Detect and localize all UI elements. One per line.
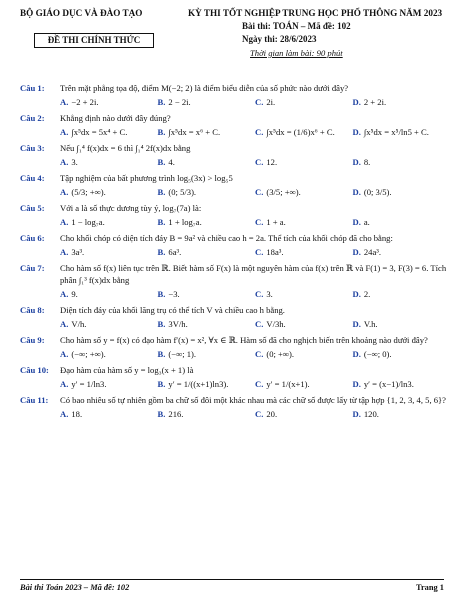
option-letter: D. [352, 127, 361, 137]
answer-option [255, 378, 353, 390]
answer-option [158, 408, 256, 420]
option-letter: A. [60, 289, 69, 299]
answer-option [255, 126, 353, 138]
option-letter: C. [255, 127, 264, 137]
question-label: Câu 10: [20, 365, 49, 375]
option-text: 2 − 2i. [168, 97, 191, 107]
option-text: (5/3; +∞). [71, 187, 106, 197]
question-body [60, 82, 450, 108]
option-text: 120. [363, 409, 379, 419]
option-text: (0; +∞). [266, 349, 295, 359]
answer-option [353, 318, 451, 330]
option-text: 2 + 2i. [363, 97, 387, 107]
question-body [60, 364, 450, 390]
option-text: 216. [168, 409, 184, 419]
question-text: Với a là số thực dương tùy ý, log₇(7a) là: [60, 203, 202, 213]
question-11 [20, 394, 450, 420]
option-text: V/3h. [266, 319, 286, 329]
question-body [60, 334, 450, 360]
option-letter: D. [352, 97, 361, 107]
question-body [60, 262, 450, 300]
answer-option [158, 288, 256, 300]
question-label: Câu 6: [20, 233, 45, 243]
question-list [20, 82, 450, 424]
answer-option [353, 408, 451, 420]
option-letter: C. [255, 319, 264, 329]
question-body [60, 202, 450, 228]
option-letter: C. [255, 217, 264, 227]
question-text: Nếu ∫₁⁴ f(x)dx = 6 thì ∫₁⁴ 2f(x)dx bằng [60, 143, 191, 153]
option-letter: A. [60, 97, 69, 107]
option-text: (−∞; 0). [363, 349, 392, 359]
option-letter: B. [157, 97, 166, 107]
footer-exam-code: Bài thi Toán 2023 – Mã đề: 102 [20, 583, 130, 592]
answer-option [158, 96, 256, 108]
answer-option [60, 246, 158, 258]
exam-date: Ngày thi: 28/6/2023 [242, 34, 317, 44]
option-letter: B. [157, 409, 166, 419]
question-label: Câu 7: [20, 263, 45, 273]
answer-option [255, 216, 353, 228]
option-text: 1 + a. [266, 217, 286, 227]
answer-option [353, 96, 451, 108]
answer-options [60, 216, 450, 228]
question-2 [20, 112, 450, 138]
question-body [60, 304, 450, 330]
option-letter: A. [60, 127, 69, 137]
answer-option [60, 186, 158, 198]
option-letter: D. [352, 217, 361, 227]
official-exam-box: ĐỀ THI CHÍNH THỨC [34, 33, 154, 48]
answer-option [255, 156, 353, 168]
question-5 [20, 202, 450, 228]
option-text: ∫x⁵dx = x⁵/ln5 + C. [363, 127, 429, 137]
option-text: 6a³. [168, 247, 182, 257]
question-body [60, 172, 450, 198]
option-text: 18. [71, 409, 83, 419]
answer-options [60, 408, 450, 420]
option-text: 1 − log₇a. [71, 217, 105, 227]
answer-option [158, 318, 256, 330]
answer-options [60, 288, 450, 300]
question-label: Câu 5: [20, 203, 45, 213]
exam-header [20, 8, 444, 80]
answer-option [158, 126, 256, 138]
option-text: V/h. [71, 319, 87, 329]
option-letter: A. [60, 217, 69, 227]
option-letter: D. [352, 379, 361, 389]
answer-option [353, 186, 451, 198]
option-letter: B. [157, 187, 166, 197]
option-letter: A. [60, 349, 69, 359]
option-text: 3. [71, 157, 78, 167]
question-text: Cho khối chóp có diện tích đáy B = 9a² và chiều cao h = 2a. Thể tích của khối chóp đã cho bằng: [60, 233, 393, 243]
answer-option [60, 318, 158, 330]
option-text: V.h. [363, 319, 378, 329]
option-text: 4. [168, 157, 175, 167]
question-text: Cho hàm số y = f(x) có đạo hàm f′(x) = x², ∀x ∈ ℝ. Hàm số đã cho nghịch biến trên khoảng nào dưới đây? [60, 335, 428, 345]
answer-options [60, 318, 450, 330]
option-letter: D. [352, 409, 361, 419]
answer-option [158, 348, 256, 360]
option-text: 3a³. [71, 247, 85, 257]
option-letter: C. [255, 409, 264, 419]
option-text: 12. [266, 157, 278, 167]
answer-options [60, 126, 450, 138]
answer-options [60, 348, 450, 360]
answer-option [255, 186, 353, 198]
option-letter: B. [157, 379, 166, 389]
answer-options [60, 96, 450, 108]
answer-option [255, 408, 353, 420]
option-text: y′ = (x−1)/ln3. [363, 379, 414, 389]
answer-option [255, 246, 353, 258]
answer-option [353, 348, 451, 360]
question-label: Câu 9: [20, 335, 45, 345]
question-body [60, 232, 450, 258]
question-label: Câu 4: [20, 173, 45, 183]
question-3 [20, 142, 450, 168]
question-8 [20, 304, 450, 330]
answer-option [158, 246, 256, 258]
option-letter: B. [157, 349, 166, 359]
answer-option [255, 348, 353, 360]
option-text: 20. [266, 409, 278, 419]
option-letter: B. [157, 247, 166, 257]
answer-option [353, 378, 451, 390]
question-text: Có bao nhiêu số tự nhiên gồm ba chữ số đôi một khác nhau mà các chữ số được lấy từ tập hợp {1, 2, 3, 4, 5, 6}? [60, 395, 446, 405]
option-letter: C. [255, 289, 264, 299]
question-label: Câu 2: [20, 113, 45, 123]
option-letter: C. [255, 379, 264, 389]
question-body [60, 112, 450, 138]
page-footer [20, 579, 444, 592]
answer-option [353, 156, 451, 168]
option-letter: D. [352, 247, 361, 257]
answer-option [158, 378, 256, 390]
option-text: 3. [266, 289, 273, 299]
ministry-name: BỘ GIÁO DỤC VÀ ĐÀO TẠO [20, 8, 143, 18]
option-letter: C. [255, 157, 264, 167]
answer-option [255, 96, 353, 108]
answer-options [60, 246, 450, 258]
answer-option [255, 288, 353, 300]
option-text: 2i. [266, 97, 276, 107]
question-body [60, 394, 450, 420]
option-letter: B. [157, 319, 166, 329]
answer-options [60, 156, 450, 168]
answer-option [353, 216, 451, 228]
exam-duration: Thời gian làm bài: 90 phút [250, 48, 343, 58]
answer-options [60, 186, 450, 198]
option-letter: C. [255, 349, 264, 359]
option-text: −2 + 2i. [71, 97, 99, 107]
option-letter: D. [352, 319, 361, 329]
answer-option [255, 318, 353, 330]
option-letter: B. [157, 289, 166, 299]
answer-option [158, 156, 256, 168]
option-letter: A. [60, 187, 69, 197]
option-letter: C. [255, 187, 264, 197]
exam-title: KỲ THI TỐT NGHIỆP TRUNG HỌC PHỔ THÔNG NĂM 2023 [188, 8, 443, 18]
option-text: 18a³. [266, 247, 284, 257]
question-9 [20, 334, 450, 360]
option-text: (0; 5/3). [168, 187, 197, 197]
question-text: Cho hàm số f(x) liên tục trên ℝ. Biết hàm số F(x) là một nguyên hàm của f(x) trên ℝ và F(1) = 3, F(3) = 6. Tích phân ∫₁³ f(x)dx bằng [60, 263, 447, 285]
option-text: y′ = 1/ln3. [71, 379, 107, 389]
option-text: 8. [363, 157, 371, 167]
subject-code: Bài thi: TOÁN – Mã đề: 102 [242, 21, 351, 31]
option-letter: D. [352, 157, 361, 167]
answer-option [60, 156, 158, 168]
option-letter: C. [255, 247, 264, 257]
answer-options [60, 378, 450, 390]
answer-option [60, 288, 158, 300]
option-text: ∫x⁵dx = x⁶ + C. [168, 127, 221, 137]
option-text: 24a³. [363, 247, 381, 257]
option-letter: C. [255, 97, 264, 107]
question-label: Câu 1: [20, 83, 45, 93]
option-letter: D. [352, 289, 361, 299]
option-text: y′ = 1/((x+1)ln3). [168, 379, 229, 389]
option-text: (−∞; +∞). [71, 349, 106, 359]
option-text: y′ = 1/(x+1). [266, 379, 310, 389]
question-label: Câu 11: [20, 395, 49, 405]
answer-option [353, 288, 451, 300]
answer-option [353, 126, 451, 138]
option-text: 3V/h. [168, 319, 188, 329]
question-text: Khẳng định nào dưới đây đúng? [60, 113, 171, 123]
question-1 [20, 82, 450, 108]
page-number: Trang 1 [416, 583, 444, 592]
question-text: Tập nghiệm của bất phương trình log₅(3x) > log₅5 [60, 173, 233, 183]
option-letter: A. [60, 247, 69, 257]
answer-option [158, 216, 256, 228]
option-letter: B. [157, 157, 166, 167]
answer-option [60, 126, 158, 138]
option-letter: B. [157, 217, 166, 227]
option-letter: B. [157, 127, 166, 137]
option-text: (3/5; +∞). [266, 187, 301, 197]
question-10 [20, 364, 450, 390]
answer-option [60, 96, 158, 108]
option-text: 2. [363, 289, 371, 299]
question-6 [20, 232, 450, 258]
question-text: Trên mặt phẳng tọa độ, điểm M(−2; 2) là điểm biểu diễn của số phức nào dưới đây? [60, 83, 349, 93]
option-letter: D. [352, 349, 361, 359]
answer-option [60, 348, 158, 360]
question-body [60, 142, 450, 168]
question-text: Đạo hàm của hàm số y = log₃(x + 1) là [60, 365, 194, 375]
option-text: (−∞; 1). [168, 349, 197, 359]
answer-option [353, 246, 451, 258]
answer-option [60, 408, 158, 420]
option-text: 1 + log₇a. [168, 217, 202, 227]
option-letter: A. [60, 409, 69, 419]
option-text: a. [363, 217, 370, 227]
option-letter: D. [352, 187, 361, 197]
question-label: Câu 3: [20, 143, 45, 153]
answer-option [158, 186, 256, 198]
option-letter: A. [60, 379, 69, 389]
option-letter: A. [60, 319, 69, 329]
question-label: Câu 8: [20, 305, 45, 315]
answer-option [60, 378, 158, 390]
question-7 [20, 262, 450, 300]
option-letter: A. [60, 157, 69, 167]
option-text: ∫x⁵dx = (1/6)x⁶ + C. [266, 127, 335, 137]
question-4 [20, 172, 450, 198]
option-text: (0; 3/5). [363, 187, 392, 197]
question-text: Diện tích đáy của khối lăng trụ có thể tích V và chiều cao h bằng. [60, 305, 285, 315]
option-text: ∫x⁵dx = 5x⁴ + C. [71, 127, 128, 137]
option-text: 9. [71, 289, 78, 299]
answer-option [60, 216, 158, 228]
option-text: −3. [168, 289, 180, 299]
